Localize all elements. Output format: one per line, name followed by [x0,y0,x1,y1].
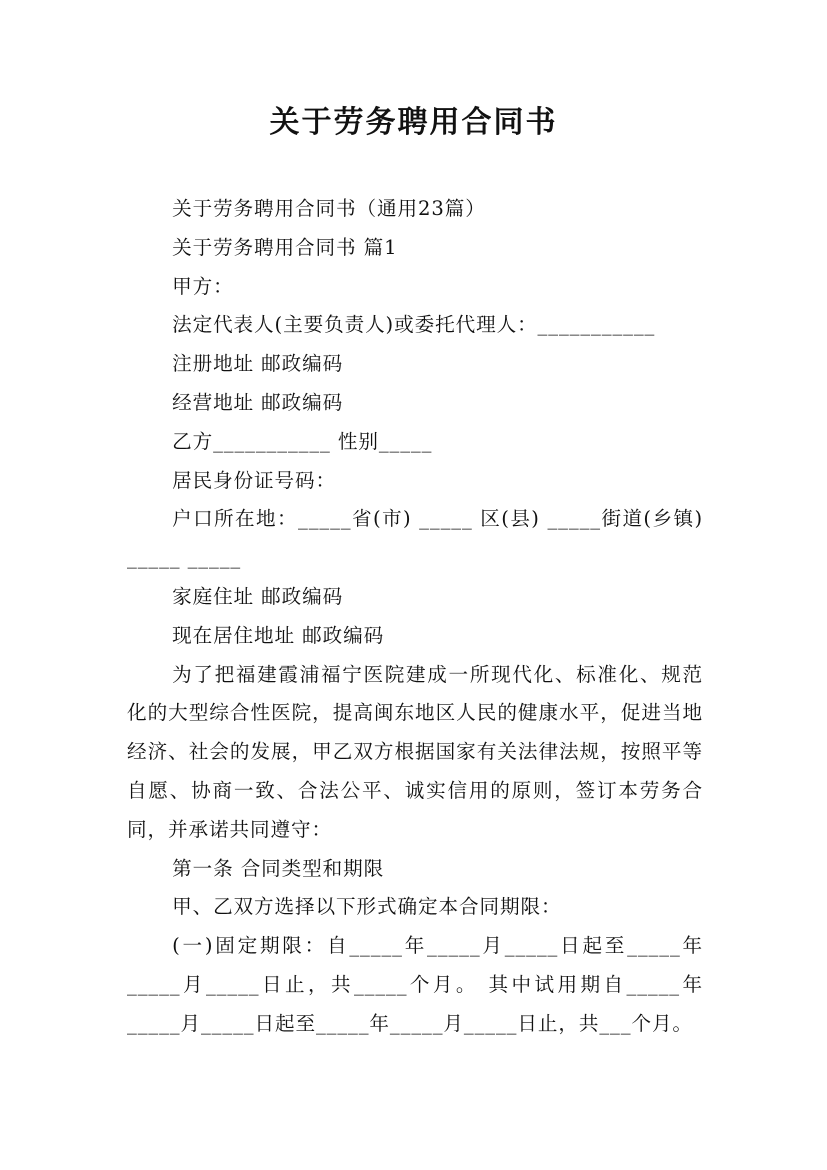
paragraph-article-one-heading: 第一条 合同类型和期限 [172,856,385,880]
paragraph-party-b: 乙方___________ 性别_____ [172,429,433,453]
paragraph-registered-address: 注册地址 邮政编码 [172,352,344,376]
paragraph-fixed-term: (一)固定期限：自_____年_____月_____日起至_____年_____月_____日止，共_____个月。 其中试用期自_____年_____月_____日起至_____年_____月_____日止，共___个月。 [127,934,703,1035]
paragraph-subtitle: 关于劳务聘用合同书（通用23篇） [172,197,486,220]
document-body [127,190,711,1044]
paragraph-legal-representative: 法定代表人(主要负责人)或委托代理人：___________ [172,313,656,337]
paragraph-home-address: 家庭住址 邮政编码 [172,584,344,608]
paragraph-business-address: 经营地址 邮政编码 [172,390,344,414]
paragraph-id-number: 居民身份证号码： [172,468,337,492]
paragraph-section-heading: 关于劳务聘用合同书 篇1 [172,235,398,259]
paragraph-term-selection: 甲、乙双方选择以下形式确定本合同期限： [172,895,562,919]
paragraph-party-a: 甲方： [172,274,234,298]
paragraph-current-address: 现在居住地址 邮政编码 [172,623,385,647]
paragraph-household-registration: 户口所在地：_____省(市) _____ 区(县) _____街道(乡镇) _____ _____ [127,507,711,570]
paragraph-preamble: 为了把福建霞浦福宁医院建成一所现代化、标准化、规范化的大型综合性医院，提高闽东地区人民的健康水平，促进当地经济、社会的发展，甲乙双方根据国家有关法律法规，按照平等自愿、协商一致、合法公平、诚实信用的原则，签订本劳务合同，并承诺共同遵守： [127,662,703,841]
document-title: 关于劳务聘用合同书 [269,105,558,140]
